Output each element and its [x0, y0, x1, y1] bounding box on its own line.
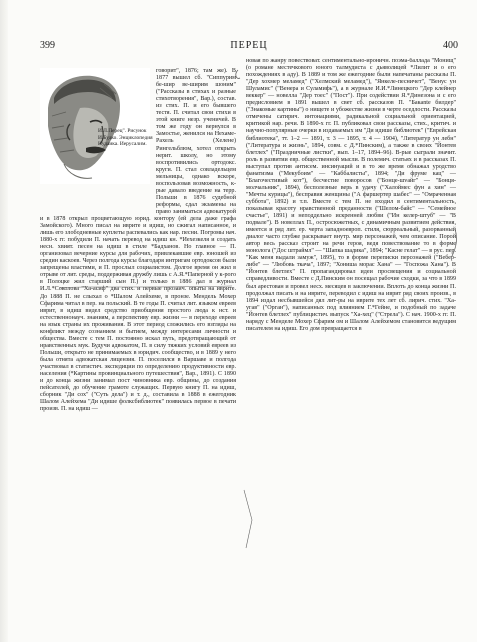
- page-edge-shadow: [0, 0, 8, 642]
- portrait-figure: [40, 68, 153, 206]
- right-page-number: 400: [443, 40, 458, 51]
- right-text-column: [246, 58, 456, 623]
- page-header: [40, 40, 458, 54]
- running-title: ПЕРЕЦ: [230, 40, 268, 51]
- portrait-drawing: [40, 68, 150, 184]
- portrait-caption: И.Л.Перец". Рисунок И.Будко. Энциклопедия Иудаика. Иерусалим.: [98, 128, 153, 148]
- left-page-number: 399: [40, 40, 55, 51]
- left-column-text: говорит", 1876; там же). В 1877 вышел сб. "Сиппурим бе-шир ве-ширим шоним" ("Рассказы в стихах и разные стихотворения", Вар.), состав. из стих. П. и его бывшего тестя. П. считал свои стихи в этой книге незр. ученичей. В том же году он вернулся в Замостье, женился на Нехаме-Рахель (Хелене) Рингельблюм, хотел открыть нерит. школу, но этому воспротивились ортодокс. круги. П. стал совладельцем мельницы, однако вскоре, воспользовав возможность, к-рые давало введение на терр. Польши в 1876 судебной реформы, сдал экзамены на право заниматься адвокатурой и в 1878 открыл процветающую юрид. контору (ей дела даже графа Замойского). Много писал на иврите и идиш, но сжигал написанное, и лишь его злободневные куплеты распевались как нар. песни. Погромы нач. 1880-х гг. побудили П. начать перевод на идиш кн. *Иехезкеля и создать несн. хвият. песен на идиш в стиле *Бадханов. Но главное — П. организовал вечерние курсы для рабочих, привлекавшие евр. юношей из средин каскоев. Через полгода курсы благодаря интригам ортодоксов были запрещены властями, и П. прослыл социалистом. Долгое время он жил в отрыве от лит. среды, поддерживая дружбу лишь с А.Я.*Паперной у к-рого в Полоцке жил старший сын П.) и только в 1886 дал в журнал И.Л.*Соколова "Ха-асиф" два стих. и первые прозаич. опыты на иврите. До 1888 П. не слыхал о *Шалом Алейхеме, в пронзе. Мендель Мохер Сфарима читал в пер. на польский. В те годы П. считал лит. языком евреев иврит, в идиш видел средство приобщения простого люда к нст. и естественнонауч. знаниям, а перспективу евр. жизни — в переходе евреев на язык страны их проживания. В этот период сложились его взгляды на конфликт между сознанием и бытием, между интересами личности и общества. Вместе с тем П. постоянно искал путь, предотвращающий от нравственных мук. Будучи адвокатом, П. в силу тяжких условий евреев из Польши, открыто не принимаемых в юридич. сообщество, и в 1889 у него была отнята адвокатская лицензия. П. поселился в Варшаве и полгода участвовал в статистич. экспедиции по определению продуктивности евр. населения (*Картины провинциального путешествия", Вар., 1891). С 1890 и до конца жизни занимал пост чиновника евр. общины, до создания пейсателей, до обучение грамоте служащих. Первую книгу П. на идиш, сборник "Ди сох" ("Суть дела") и т. д., составила в 1888 в ежегодник Шалом Алейхема "Ди идише фолксбиблиотек" появилась первое в печати произв. П. на идиш —: [40, 68, 236, 413]
- left-text-column: [40, 68, 236, 623]
- right-column-text: новая по жанру повествоват. сентиментально-ироничн. поэма-баллада "Монищ" (о романе местечкового юного талмудиста с дьяволицей *Лилит и о его похождениях в аду). В 1889 и том же ежегодние были напечатаны рассказы П. "Дер хохмер меламед" ("Хелмский меламед"), "Янкеле-песничет", "Венус ун Шуламис" ("Венера и Суламифь"), а в журнале И.И.*Линецкого "Дер клейнер веккер" — новелла "Дер тоес" ("Пост"). При содействии Я.*Динезона и с его предисловием в 1891 вышел в свет сб. рассказов П. "Бакаnte билдер" ("Знакомые картины") о нищете и убожестве жизни в черте оседлости. Рассказы отмечены сатирич. интонациями, радикальной социальной ориентацией, критикой нар. речи. В 1890-х гг. П. публиковал свои рассказы, стих., критич. и научно-популярные очерки в издаваемых им "Ди идише библиотек" ("Еврейская библиотека", тт. 1–2 — 1891, т. 3 — 1895, т. 4 — 1904), "Литератур ун лебн" ("Литература и жизнь", 1894, совм. с Д.*Пинским), а также в своих "Йонтев блетлех" ("Праздничные листки", вып. 1–17, 1894–96). В-рые сыграли значит. роль в развитии евр. общественной мысли. В полемич. статьях и в рассказах П. выступал против антисем. инсинуаций и в то же время обнажал уродство фанатизма ("Мекубоим" — "Каббалисты", 1894; "Ди фрумe кац" — "Благочестивый кот"), бесчестие поворосов ("Бонце-шvайг" — "Бонця-молчальник", 1894), бесполезные верь в удачу ("Халоймес фун а хин" — "Мечты курицы"), бесправия женщины ("А фаршертер шабес" — "Омраченная суббота", 1892) и т.п. Вместе с тем П. не входил в сентиментальность, показывая красоту нравственной преданности ("Шелом-байс" — "Семейное счастье", 1891) и неподдельно искренней любви ("Ин келер-штуб" — "В подвале"). В новеллах П., остросюжетных, с динамичным развитием действия, имеется и ряд лит. ер. черта западноевроп. стиля, сюрреальный, разорванный диалог часто глубже раскрывает внутр. мир персонажей, чем описание. Порой автор весь рассказ строит на речи героя, ведя повествование то в форме монолога ("Дос штраймл" — "Шапка шадика", 1894; "Касне гелат" — в рус. пер. "Как меня выдали замуж", 1895), то в форме переписки персонажей ("Вебер-либе" — "Любовь ткача", 1897; "Хониша морас Хана" — "Госпожа Хана"). В "Йонтев блетлех" П. пропагандировал идеи просвещения и социальной справедливости. Вместе с Д.Пинским он посещал рабочие сходки, за что в 1899 был арестован и провел несх. месяцев в заключении. Вплоть до конца жизни П. продолжал писать и на иврите, переводил с идиш на иврит ряд своих произв., в 1894 издал несбывшейся дял лит-ры на иврите тех лет сб. лирич. стих. "Ха-угав" ("Орган"), написанных под влиянием Г.*Гейне, и подобный по задаче "Йонтев блетлех" публицистич. выпуск "Ха-хец" ("Стрела"). С нач. 1900-х гг. П. наряду с Менделе Мохер Сфарим ом и Шалом Алейхемом становится ведущим писателем на идиш. Его дом превращается в: [246, 58, 456, 332]
